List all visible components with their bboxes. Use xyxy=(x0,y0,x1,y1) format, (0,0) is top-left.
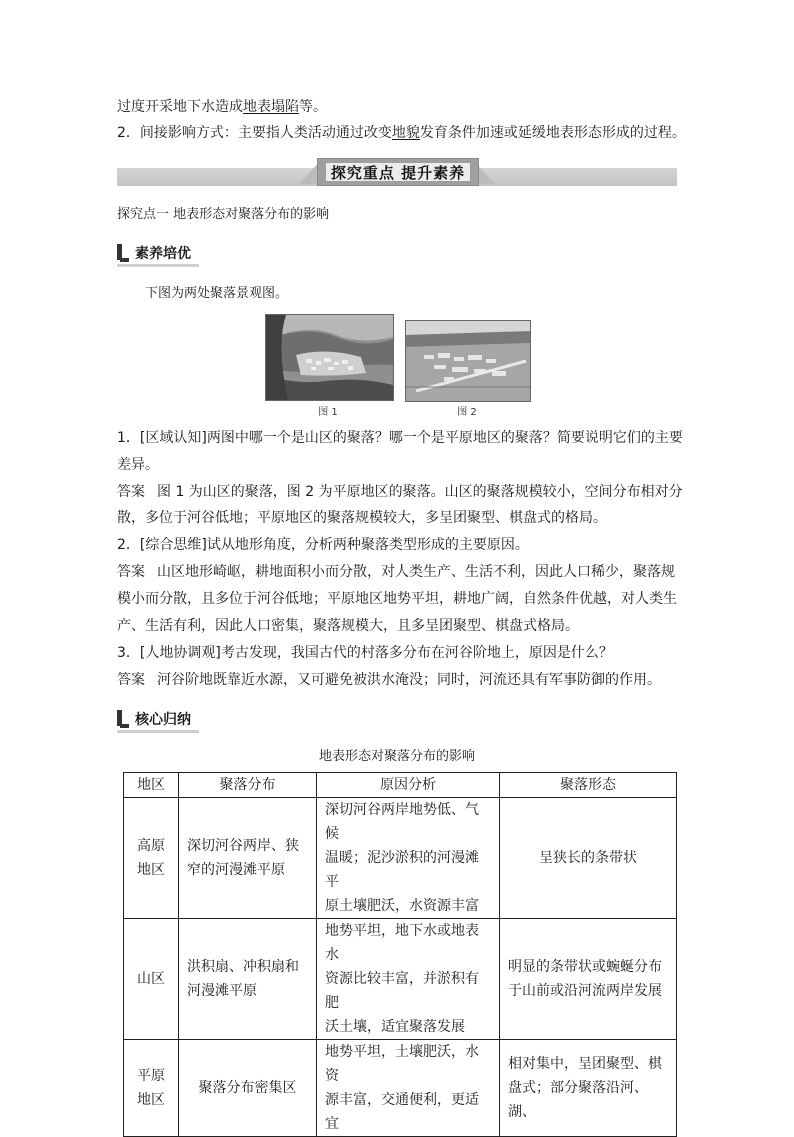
intro-text: 2．间接影响方式：主要指人类活动通过改变 xyxy=(117,125,392,141)
cell-line: 地区 xyxy=(137,1092,165,1108)
intro-line-1 xyxy=(117,97,327,117)
cell-line: 源丰富，交通便利，更适宜 xyxy=(325,1092,479,1132)
cell-line: 资源比较丰富，并淤积有肥 xyxy=(325,971,479,1011)
answer-1-line-1 xyxy=(117,482,683,502)
section-label: 素养培优 xyxy=(135,246,191,262)
answer-3-line-1 xyxy=(117,670,661,690)
header-cell: 原因分析 xyxy=(317,773,500,798)
question-1-line-2: 差异。 xyxy=(117,457,159,473)
section-underline xyxy=(117,730,199,733)
caption-fig1: 图 1 xyxy=(318,407,338,418)
distribution-cell xyxy=(179,798,317,919)
answer-text: 山区地形崎岖，耕地面积小而分散，对人类生产、生活不利，因此人口稀少，聚落规 xyxy=(157,564,675,580)
section-header-cultivate xyxy=(117,242,191,264)
question-2: 2．[综合思维]试从地形角度，分析两种聚落类型形成的主要原因。 xyxy=(117,537,529,553)
point-title: 探究点一 地表形态对聚落分布的影响 xyxy=(117,207,330,222)
banner-tab xyxy=(317,158,479,186)
caption-fig2: 图 2 xyxy=(457,407,477,418)
intro-text: 发育条件加速或延缓地表形态形成的过程。 xyxy=(419,125,686,141)
cell-line: 深切河谷两岸、狭 xyxy=(187,838,299,854)
intro-text: 过度开采地下水造成 xyxy=(117,99,243,115)
section-header-summary xyxy=(117,708,191,730)
intro-underlined-term: 地表塌陷 xyxy=(243,99,299,115)
cell-line: 地势平坦，地下水或地表水 xyxy=(325,923,479,963)
distribution-cell xyxy=(179,1040,317,1137)
cell-line: 明显的条带状或蜿蜒分布 xyxy=(508,959,662,975)
table-title: 地表形态对聚落分布的影响 xyxy=(318,749,475,764)
answer-label: 答案 xyxy=(117,484,145,500)
form-cell xyxy=(500,919,677,1040)
answer-1-line-2: 散，多位于河谷低地；平原地区的聚落规模较大，多呈团聚型、棋盘式的格局。 xyxy=(117,510,607,526)
table-row xyxy=(124,1040,677,1137)
answer-text: 图 1 为山区的聚落，图 2 为平原地区的聚落。山区的聚落规模较小，空间分布相对分 xyxy=(157,484,683,500)
answer-label: 答案 xyxy=(117,564,145,580)
banner-title: 探究重点 提升素养 xyxy=(326,163,470,181)
cell-line: 于山前或沿河流两岸发展 xyxy=(508,983,662,999)
cell-line: 沃土壤，适宜聚落发展 xyxy=(325,1019,465,1035)
question-1-line-1: 1．[区域认知]两图中哪一个是山区的聚落？哪一个是平原地区的聚落？简要说明它们的主要 xyxy=(117,430,683,446)
cell-line: 原土壤肥沃，水资源丰富 xyxy=(325,898,479,914)
answer-text: 河谷阶地既靠近水源，又可避免被洪水淹没；同时，河流还具有军事防御的作用。 xyxy=(157,672,661,688)
bookmark-icon xyxy=(117,710,129,728)
table-row xyxy=(124,919,677,1040)
intro-text: 等。 xyxy=(299,99,327,115)
header-cell: 聚落分布 xyxy=(179,773,317,798)
reason-cell xyxy=(317,1040,500,1137)
answer-2-line-2: 模小而分散，且多位于河谷低地；平原地区地势平坦，耕地广阔，自然条件优越，对人类生 xyxy=(117,591,677,607)
header-cell: 聚落形态 xyxy=(500,773,677,798)
form-cell xyxy=(500,798,677,919)
region-cell xyxy=(124,1040,179,1137)
section-label: 核心归纳 xyxy=(135,712,191,728)
intro-line-2 xyxy=(117,123,686,143)
cell-line: 洪积扇、冲积扇和 xyxy=(187,959,299,975)
intro-underlined-term: 地貌 xyxy=(391,125,420,141)
table-row xyxy=(124,798,677,919)
photo-mountain-village xyxy=(265,314,394,401)
cell-line: 深切河谷两岸地势低、气候 xyxy=(325,802,479,842)
form-cell xyxy=(500,1040,677,1137)
section-banner xyxy=(117,158,677,188)
reason-cell xyxy=(317,919,500,1040)
section-underline xyxy=(117,264,199,267)
region-cell xyxy=(124,919,179,1040)
photo-plain-settlement xyxy=(405,320,531,402)
cell-line: 温暖；泥沙淤积的河漫滩平 xyxy=(325,850,479,890)
cell-line: 高原 xyxy=(137,838,165,854)
cell-line: 窄的河漫滩平原 xyxy=(187,862,285,878)
cell-line: 河漫滩平原 xyxy=(187,983,257,999)
answer-2-line-1 xyxy=(117,562,675,582)
figure-intro: 下图为两处聚落景观图。 xyxy=(145,286,289,301)
cell-line: 盘式；部分聚落沿河、湖、 xyxy=(508,1080,648,1120)
question-3: 3．[人地协调观]考古发现，我国古代的村落多分布在河谷阶地上，原因是什么？ xyxy=(117,645,613,661)
cell-line: 相对集中，呈团聚型、棋 xyxy=(508,1056,662,1072)
region-cell xyxy=(124,798,179,919)
cell-line: 山区 xyxy=(137,971,165,987)
answer-2-line-3: 产、生活有利，因此人口密集，聚落规模大，且多呈团聚型、棋盘式格局。 xyxy=(117,618,579,634)
cell-line: 地区 xyxy=(137,862,165,878)
mountain-village-image xyxy=(266,315,393,400)
plain-settlement-image xyxy=(406,321,530,401)
distribution-cell xyxy=(179,919,317,1040)
cell-line: 平原 xyxy=(137,1068,165,1084)
settlement-table xyxy=(123,772,677,1137)
cell-line: 地势平坦，土壤肥沃，水资 xyxy=(325,1044,479,1084)
cell-line: 聚落分布密集区 xyxy=(198,1080,297,1096)
bookmark-icon xyxy=(117,244,129,262)
table-header-row xyxy=(124,773,677,798)
cell-line: 呈狭长的条带状 xyxy=(539,850,637,866)
header-cell: 地区 xyxy=(124,773,179,798)
reason-cell xyxy=(317,798,500,919)
answer-label: 答案 xyxy=(117,672,145,688)
